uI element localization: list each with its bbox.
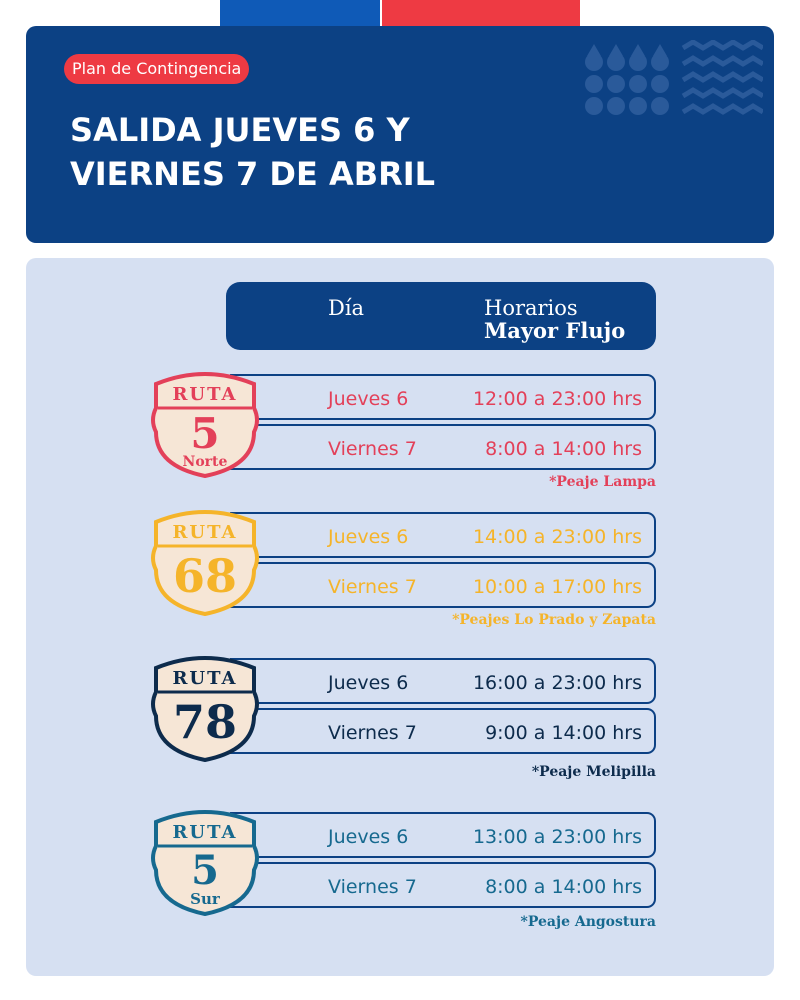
shield-number: 68 xyxy=(172,549,238,603)
toll-note: *Peajes Lo Prado y Zapata xyxy=(452,612,656,628)
shield-number: 5 xyxy=(191,847,219,894)
row-hours: 13:00 a 23:00 hrs xyxy=(472,826,642,848)
shield-number: 78 xyxy=(172,695,238,749)
route-shield-icon xyxy=(148,370,262,480)
row-hours: 14:00 a 23:00 hrs xyxy=(472,526,642,548)
route-shield-icon xyxy=(148,808,262,918)
row-day: Viernes 7 xyxy=(328,438,417,460)
column-horarios: Horarios xyxy=(484,296,578,320)
table-row xyxy=(230,562,656,608)
row-day: Viernes 7 xyxy=(328,876,417,898)
shield-sub-label: Norte xyxy=(182,454,228,470)
column-mayor-flujo: Mayor Flujo xyxy=(484,318,626,343)
route-shield-icon xyxy=(148,654,262,764)
table-row xyxy=(230,512,656,558)
row-day: Jueves 6 xyxy=(328,526,409,548)
row-day: Jueves 6 xyxy=(328,672,409,694)
contingency-badge: Plan de Contingencia xyxy=(64,54,249,84)
toll-note: *Peaje Lampa xyxy=(549,474,656,490)
row-hours: 12:00 a 23:00 hrs xyxy=(472,388,642,410)
toll-note: *Peaje Angostura xyxy=(520,914,656,930)
row-day: Jueves 6 xyxy=(328,826,409,848)
shield-number: 5 xyxy=(190,409,220,458)
table-row xyxy=(230,658,656,704)
shield-sub-label: Sur xyxy=(190,890,220,908)
page-title xyxy=(70,108,435,196)
flag-stripe-red xyxy=(382,0,580,26)
table-row xyxy=(230,708,656,754)
row-hours: 10:00 a 17:00 hrs xyxy=(472,576,642,598)
route-shield-icon xyxy=(148,508,262,618)
row-day: Jueves 6 xyxy=(328,388,409,410)
row-day: Viernes 7 xyxy=(328,576,417,598)
shield-ruta-label: RUTA xyxy=(172,384,238,405)
table-row xyxy=(230,862,656,908)
row-hours: 16:00 a 23:00 hrs xyxy=(472,672,642,694)
column-dia: Día xyxy=(328,296,365,320)
row-hours: 8:00 a 14:00 hrs xyxy=(485,438,642,460)
row-day: Viernes 7 xyxy=(328,722,417,744)
title-line-2: VIERNES 7 DE ABRIL xyxy=(70,155,436,193)
row-hours: 8:00 a 14:00 hrs xyxy=(485,876,642,898)
table-row xyxy=(230,374,656,420)
title-line-1: SALIDA JUEVES 6 Y xyxy=(70,111,410,149)
shield-ruta-label: RUTA xyxy=(172,822,238,843)
column-header xyxy=(226,282,656,350)
toll-note: *Peaje Melipilla xyxy=(531,764,656,780)
header-banner xyxy=(26,26,774,243)
decorative-pattern-icon xyxy=(583,40,763,120)
shield-ruta-label: RUTA xyxy=(172,668,238,689)
table-row xyxy=(230,812,656,858)
row-hours: 9:00 a 14:00 hrs xyxy=(485,722,642,744)
table-row xyxy=(230,424,656,470)
flag-stripe-blue xyxy=(220,0,380,26)
shield-ruta-label: RUTA xyxy=(172,522,238,543)
